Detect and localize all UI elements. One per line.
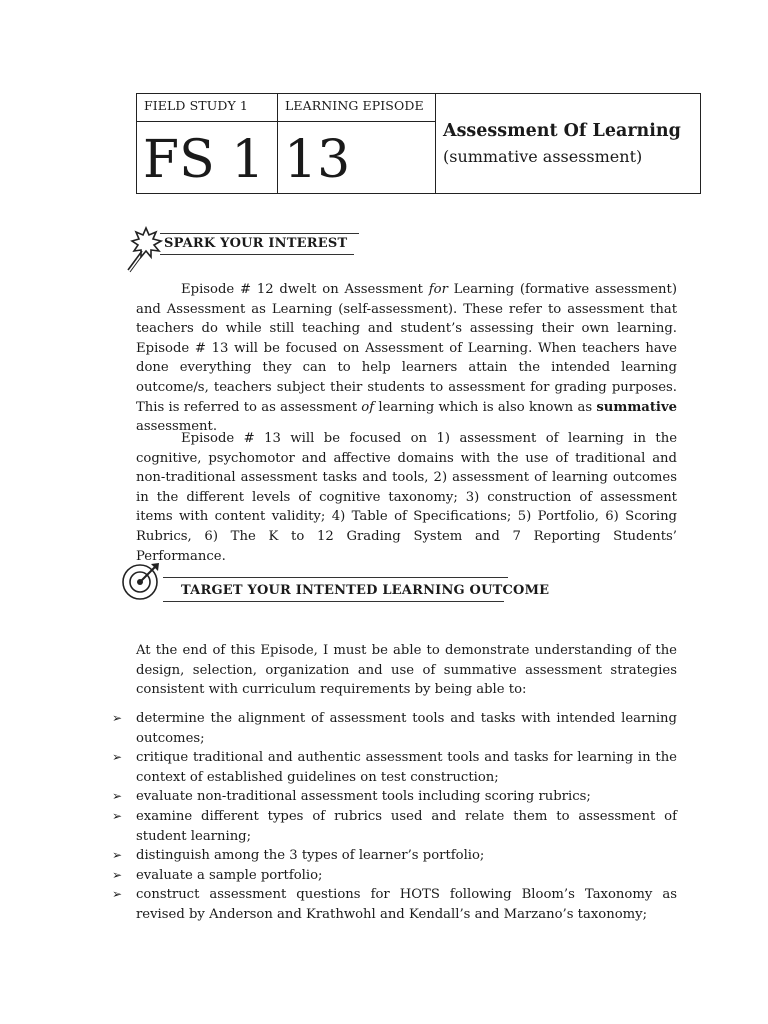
- arrow-bullet-icon: ➢: [112, 867, 123, 882]
- list-item: [112, 885, 677, 924]
- header-table: [136, 93, 701, 194]
- heading-rule: [160, 254, 354, 255]
- burst-pen-icon: [124, 226, 164, 274]
- list-item-text: evaluate a sample portfolio;: [136, 867, 323, 883]
- list-item: [112, 748, 677, 787]
- field-study-label: FIELD STUDY 1: [144, 98, 248, 113]
- spark-paragraph-1: [136, 280, 677, 437]
- page-title: Assessment Of Learning: [443, 121, 681, 141]
- divider: [435, 94, 436, 193]
- heading-rule: [160, 233, 359, 234]
- list-item: [112, 787, 677, 807]
- list-item: [112, 846, 677, 866]
- list-item-text: distinguish among the 3 types of learner’s portfolio;: [136, 848, 485, 864]
- text-run: Episode # 13 will be focused on 1) assessment of learning in the cognitive, psychomotor and affective domains with the use of traditional and non-traditional assessment tasks and tools, 2) assessment of learning outcomes in the different levels of cognitive taxonomy; 3) construction of assessment items with content validity; 4) Table of Specifications; 5) Portfolio, 6) Scoring Rubrics, 6) The K to 12 Grading System and 7 Reporting Students’ Performance.: [136, 431, 677, 564]
- arrow-bullet-icon: ➢: [112, 887, 123, 902]
- list-item-text: determine the alignment of assessment tools and tasks with intended learning outcomes;: [136, 711, 677, 746]
- target-arrow-icon: [120, 561, 162, 601]
- list-item: [112, 866, 677, 886]
- heading-rule: [163, 601, 504, 602]
- arrow-bullet-icon: ➢: [112, 789, 123, 804]
- list-item-text: critique traditional and authentic assessment tools and tasks for learning in the context of established guidelines on test construction;: [136, 750, 677, 785]
- text-run-italic: for: [428, 282, 448, 297]
- arrow-bullet-icon: ➢: [112, 750, 123, 765]
- spark-paragraph-2: [136, 429, 677, 566]
- spark-heading: SPARK YOUR INTEREST: [164, 236, 348, 251]
- list-item-text: examine different types of rubrics used and relate them to assessment of student learning;: [136, 808, 677, 844]
- target-intro: At the end of this Episode, I must be able to demonstrate understanding of the design, selection, organization and use of summative assessment strategies consistent with curriculum requirements by being able to:: [136, 643, 677, 698]
- heading-rule: [163, 577, 508, 578]
- divider: [137, 121, 435, 122]
- episode-number: 13: [284, 130, 351, 190]
- text-run: assessment.: [136, 419, 218, 435]
- target-heading: TARGET YOUR INTENTED LEARNING OUTCOME: [181, 583, 550, 598]
- arrow-bullet-icon: ➢: [112, 808, 123, 823]
- text-run: learning which is also known as: [374, 399, 597, 415]
- arrow-bullet-icon: ➢: [112, 711, 123, 725]
- text-run-bold: summative: [596, 399, 677, 415]
- page-subtitle: (summative assessment): [443, 147, 643, 166]
- outcome-list: [112, 709, 677, 925]
- text-run: Learning (formative assessment) and Assessment as Learning (self-assessment). These refer to assessment that teachers do while still teaching and student’s assessing their own learning. Episode # 13 will be focused on Assessment of Learning. When teachers have done everything they can to help learners attain the intended learning outcome/s, teachers subject their students to assessment for grading purposes. This is referred to as assessment: [136, 282, 677, 415]
- learning-episode-label: LEARNING EPISODE: [285, 98, 424, 113]
- list-item: [112, 807, 677, 846]
- divider: [277, 94, 278, 193]
- list-item: [112, 709, 677, 748]
- course-code: FS 1: [143, 130, 265, 190]
- arrow-bullet-icon: ➢: [112, 848, 123, 863]
- list-item-text: construct assessment questions for HOTS following Bloom’s Taxonomy as revised by Anderson and Krathwohl and Kendall’s and Marzano’s taxonomy;: [136, 887, 677, 922]
- text-run: Episode # 12 dwelt on Assessment: [181, 282, 429, 297]
- text-run-italic: of: [361, 399, 375, 415]
- list-item-text: evaluate non-traditional assessment tools including scoring rubrics;: [136, 789, 591, 805]
